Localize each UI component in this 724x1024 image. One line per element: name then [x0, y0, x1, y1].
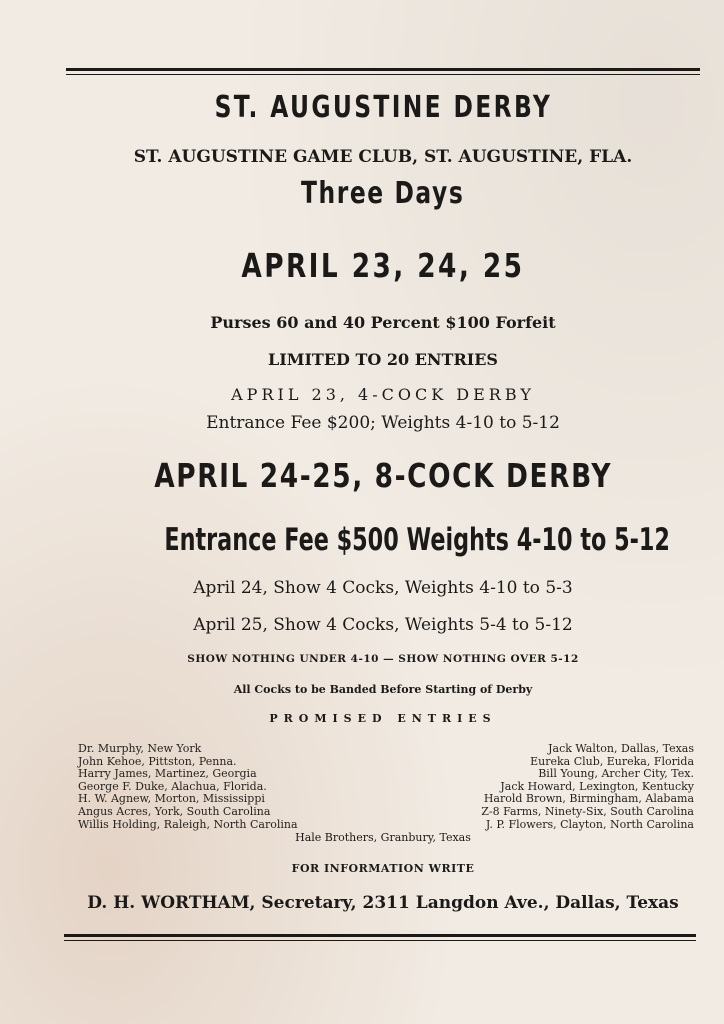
list-item: Harold Brown, Birmingham, Alabama [483, 792, 694, 806]
purses-text: Purses 60 and 40 Percent $100 Forfeit [210, 313, 556, 332]
list-item: Angus Acres, York, South Carolina [78, 804, 271, 818]
list-item: George F. Duke, Alachua, Florida. [78, 779, 267, 793]
duration: Three Days [301, 176, 465, 211]
list-item: Bill Young, Archer City, Tex. [538, 767, 694, 781]
list-item: Willis Holding, Raleigh, North Carolina [78, 817, 298, 831]
derby-8cock-heading: APRIL 24-25, 8-COCK DERBY [154, 456, 612, 495]
list-item: Harry James, Martinez, Georgia [78, 767, 257, 781]
derby-4cock-fee: Entrance Fee $200; Weights 4-10 to 5-12 [206, 413, 560, 433]
banded-rule: All Cocks to be Banded Before Starting of Derby [233, 683, 533, 696]
show-nothing-rule: SHOW NOTHING UNDER 4-10 — SHOW NOTHING OVER 5-12 [187, 653, 579, 665]
list-item: J. P. Flowers, Clayton, North Carolina [485, 817, 694, 831]
promised-entries-heading: PROMISED ENTRIES [269, 712, 497, 725]
show-april-24: April 24, Show 4 Cocks, Weights 4-10 to 5-3 [193, 578, 573, 598]
show-april-25: April 25, Show 4 Cocks, Weights 5-4 to 5-12 [193, 615, 573, 635]
page-title: ST. AUGUSTINE DERBY [214, 90, 552, 125]
secretary-contact: D. H. WORTHAM, Secretary, 2311 Langdon Ave., Dallas, Texas [87, 893, 679, 913]
list-item: Jack Howard, Lexington, Kentucky [500, 779, 694, 793]
entries-left-list [78, 743, 298, 831]
entry-extra: Hale Brothers, Granbury, Texas [295, 831, 471, 844]
limited-entries: LIMITED TO 20 ENTRIES [268, 350, 498, 369]
derby-8cock-fee: Entrance Fee $500 Weights 4-10 to 5-12 [164, 522, 670, 558]
derby-4cock-heading: APRIL 23, 4-COCK DERBY [231, 385, 535, 404]
list-item: Jack Walton, Dallas, Texas [548, 742, 694, 755]
list-item: Eureka Club, Eureka, Florida [530, 754, 694, 768]
event-dates: APRIL 23, 24, 25 [241, 246, 525, 285]
info-heading: FOR INFORMATION WRITE [291, 862, 475, 875]
top-double-rule [66, 68, 700, 75]
list-item: John Kehoe, Pittston, Penna. [78, 754, 237, 768]
bottom-double-rule [64, 934, 696, 941]
list-item: Z-8 Farms, Ninety-Six, South Carolina [481, 804, 694, 818]
club-name: ST. AUGUSTINE GAME CLUB, ST. AUGUSTINE, FLA. [133, 147, 633, 167]
list-item: H. W. Agnew, Morton, Mississippi [78, 792, 265, 806]
list-item: Dr. Murphy, New York [78, 742, 202, 755]
entries-right-list [481, 743, 694, 831]
